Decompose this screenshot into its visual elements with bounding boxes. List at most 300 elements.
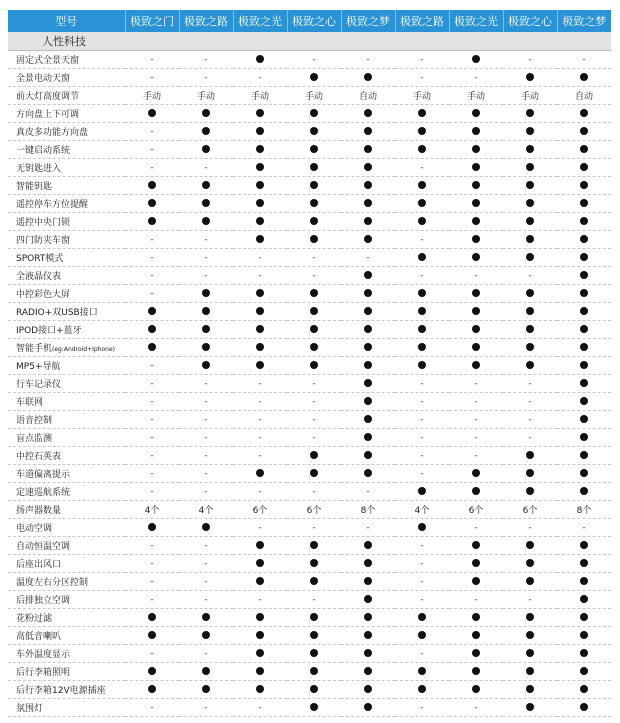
value-cell bbox=[557, 537, 611, 555]
standard-dot-icon bbox=[526, 127, 534, 135]
standard-dot-icon bbox=[202, 289, 210, 297]
not-available-dash: - bbox=[150, 468, 154, 479]
value-cell bbox=[395, 645, 449, 663]
value-cell bbox=[449, 537, 503, 555]
standard-dot-icon bbox=[526, 289, 534, 297]
standard-dot-icon bbox=[526, 253, 534, 261]
standard-dot-icon bbox=[202, 109, 210, 117]
value-cell bbox=[125, 411, 179, 429]
value-cell bbox=[125, 555, 179, 573]
table-row bbox=[8, 627, 611, 645]
header-trim: 极致之路 bbox=[179, 10, 233, 32]
value-cell bbox=[395, 393, 449, 411]
not-available-dash: - bbox=[204, 414, 208, 425]
not-available-dash: - bbox=[366, 54, 370, 65]
not-available-dash: - bbox=[150, 378, 154, 389]
feature-name: 车外温度显示 bbox=[16, 650, 71, 660]
value-cell bbox=[125, 429, 179, 447]
standard-dot-icon bbox=[310, 559, 318, 567]
value-cell bbox=[395, 375, 449, 393]
standard-dot-icon bbox=[364, 163, 372, 171]
standard-dot-icon bbox=[580, 145, 588, 153]
value-cell bbox=[125, 231, 179, 249]
not-available-dash: - bbox=[204, 540, 208, 551]
value-cell bbox=[503, 465, 557, 483]
value-cell bbox=[449, 303, 503, 321]
value-cell bbox=[287, 51, 341, 69]
value-cell bbox=[341, 339, 395, 357]
standard-dot-icon bbox=[580, 73, 588, 81]
standard-dot-icon bbox=[310, 181, 318, 189]
value-cell bbox=[233, 141, 287, 159]
standard-dot-icon bbox=[148, 181, 156, 189]
value-cell bbox=[125, 699, 179, 717]
not-available-dash: - bbox=[528, 396, 532, 407]
feature-name-note: (eg:Android+Iphone) bbox=[52, 346, 115, 353]
value-cell bbox=[341, 645, 395, 663]
value-cell bbox=[341, 681, 395, 699]
standard-dot-icon bbox=[202, 145, 210, 153]
value-cell bbox=[179, 321, 233, 339]
value-cell bbox=[449, 501, 503, 519]
standard-dot-icon bbox=[256, 181, 264, 189]
not-available-dash: - bbox=[150, 414, 154, 425]
value-cell bbox=[125, 123, 179, 141]
value-cell bbox=[287, 303, 341, 321]
value-cell bbox=[557, 681, 611, 699]
value-cell bbox=[449, 195, 503, 213]
not-available-dash: - bbox=[528, 522, 532, 533]
standard-dot-icon bbox=[364, 145, 372, 153]
standard-dot-icon bbox=[148, 667, 156, 675]
standard-dot-icon bbox=[364, 433, 372, 441]
standard-dot-icon bbox=[580, 541, 588, 549]
standard-dot-icon bbox=[526, 163, 534, 171]
value-cell bbox=[557, 483, 611, 501]
not-available-dash: - bbox=[204, 702, 208, 713]
value-cell bbox=[287, 699, 341, 717]
value-cell bbox=[287, 141, 341, 159]
value-cell bbox=[449, 141, 503, 159]
value-cell bbox=[449, 375, 503, 393]
feature-name-cell bbox=[8, 465, 125, 483]
feature-name-cell bbox=[8, 303, 125, 321]
standard-dot-icon bbox=[364, 667, 372, 675]
value-cell bbox=[179, 627, 233, 645]
feature-name-cell bbox=[8, 555, 125, 573]
header-row bbox=[8, 10, 611, 32]
table-row bbox=[8, 159, 611, 177]
value-cell bbox=[395, 699, 449, 717]
value-cell bbox=[233, 555, 287, 573]
feature-name-cell bbox=[8, 159, 125, 177]
standard-dot-icon bbox=[310, 343, 318, 351]
value-cell bbox=[233, 573, 287, 591]
value-cell bbox=[233, 267, 287, 285]
value-cell bbox=[503, 447, 557, 465]
value-cell bbox=[395, 627, 449, 645]
standard-dot-icon bbox=[310, 145, 318, 153]
standard-dot-icon bbox=[526, 199, 534, 207]
not-available-dash: - bbox=[420, 450, 424, 461]
not-available-dash: - bbox=[420, 648, 424, 659]
feature-name: 一键启动系统 bbox=[16, 146, 71, 156]
table-row bbox=[8, 591, 611, 609]
feature-name: 花粉过滤 bbox=[16, 614, 53, 624]
standard-dot-icon bbox=[256, 235, 264, 243]
value-cell bbox=[287, 663, 341, 681]
value-cell bbox=[341, 357, 395, 375]
value-cell bbox=[503, 51, 557, 69]
standard-dot-icon bbox=[526, 361, 534, 369]
value-cell bbox=[503, 411, 557, 429]
not-available-dash: - bbox=[258, 522, 262, 533]
standard-dot-icon bbox=[418, 613, 426, 621]
standard-dot-icon bbox=[472, 631, 480, 639]
value-cell bbox=[287, 285, 341, 303]
value-cell bbox=[449, 249, 503, 267]
value-cell bbox=[233, 231, 287, 249]
value-text: 手动 bbox=[412, 92, 431, 102]
feature-name: 智能钥匙 bbox=[16, 182, 53, 192]
standard-dot-icon bbox=[202, 361, 210, 369]
feature-name-cell bbox=[8, 375, 125, 393]
not-available-dash: - bbox=[204, 432, 208, 443]
value-cell bbox=[503, 555, 557, 573]
not-available-dash: - bbox=[582, 522, 586, 533]
value-cell bbox=[179, 645, 233, 663]
not-available-dash: - bbox=[150, 558, 154, 569]
value-cell bbox=[125, 159, 179, 177]
value-cell bbox=[179, 393, 233, 411]
value-cell bbox=[503, 645, 557, 663]
value-cell bbox=[503, 375, 557, 393]
value-cell bbox=[557, 141, 611, 159]
value-cell bbox=[395, 501, 449, 519]
value-cell bbox=[233, 375, 287, 393]
feature-name: 后行李箱12V电源插座 bbox=[16, 686, 106, 696]
value-cell bbox=[395, 177, 449, 195]
standard-dot-icon bbox=[526, 145, 534, 153]
standard-dot-icon bbox=[580, 181, 588, 189]
standard-dot-icon bbox=[418, 667, 426, 675]
table-row bbox=[8, 645, 611, 663]
feature-name-cell bbox=[8, 501, 125, 519]
header-model: 型号 bbox=[8, 10, 125, 32]
standard-dot-icon bbox=[148, 199, 156, 207]
standard-dot-icon bbox=[472, 199, 480, 207]
feature-name-cell bbox=[8, 267, 125, 285]
standard-dot-icon bbox=[526, 325, 534, 333]
not-available-dash: - bbox=[528, 54, 532, 65]
standard-dot-icon bbox=[256, 325, 264, 333]
section-row bbox=[8, 32, 611, 51]
standard-dot-icon bbox=[256, 109, 264, 117]
value-cell bbox=[449, 177, 503, 195]
value-cell bbox=[449, 285, 503, 303]
value-cell bbox=[179, 285, 233, 303]
value-cell bbox=[341, 285, 395, 303]
standard-dot-icon bbox=[364, 469, 372, 477]
value-cell bbox=[341, 177, 395, 195]
standard-dot-icon bbox=[202, 127, 210, 135]
standard-dot-icon bbox=[526, 613, 534, 621]
value-cell bbox=[395, 609, 449, 627]
standard-dot-icon bbox=[202, 613, 210, 621]
value-cell bbox=[395, 51, 449, 69]
value-cell bbox=[449, 663, 503, 681]
value-cell bbox=[557, 573, 611, 591]
value-cell bbox=[341, 321, 395, 339]
not-available-dash: - bbox=[150, 54, 154, 65]
value-text: 8个 bbox=[576, 506, 592, 516]
value-cell bbox=[449, 573, 503, 591]
standard-dot-icon bbox=[148, 307, 156, 315]
not-available-dash: - bbox=[150, 126, 154, 137]
feature-name: 行车记录仪 bbox=[16, 380, 62, 390]
value-cell bbox=[287, 555, 341, 573]
standard-dot-icon bbox=[310, 703, 318, 711]
not-available-dash: - bbox=[420, 396, 424, 407]
feature-name: 扬声器数量 bbox=[16, 506, 62, 516]
standard-dot-icon bbox=[256, 163, 264, 171]
feature-name: 自动恒温空调 bbox=[16, 542, 71, 552]
feature-name: 后排独立空调 bbox=[16, 596, 71, 606]
standard-dot-icon bbox=[418, 487, 426, 495]
value-cell bbox=[395, 555, 449, 573]
standard-dot-icon bbox=[364, 307, 372, 315]
feature-name-cell bbox=[8, 321, 125, 339]
standard-dot-icon bbox=[364, 577, 372, 585]
table-row bbox=[8, 393, 611, 411]
not-available-dash: - bbox=[474, 432, 478, 443]
header-trim: 极致之心 bbox=[503, 10, 557, 32]
value-text: 4个 bbox=[198, 506, 214, 516]
table-row bbox=[8, 285, 611, 303]
value-cell bbox=[233, 159, 287, 177]
not-available-dash: - bbox=[204, 486, 208, 497]
value-cell bbox=[179, 249, 233, 267]
value-cell bbox=[557, 501, 611, 519]
standard-dot-icon bbox=[580, 271, 588, 279]
feature-name-cell bbox=[8, 699, 125, 717]
not-available-dash: - bbox=[258, 594, 262, 605]
standard-dot-icon bbox=[472, 469, 480, 477]
standard-dot-icon bbox=[580, 415, 588, 423]
value-cell bbox=[287, 213, 341, 231]
feature-name-cell bbox=[8, 591, 125, 609]
value-cell bbox=[503, 699, 557, 717]
value-cell bbox=[557, 213, 611, 231]
standard-dot-icon bbox=[472, 127, 480, 135]
value-text: 4个 bbox=[414, 506, 430, 516]
feature-name-cell bbox=[8, 447, 125, 465]
feature-name: 车道偏离提示 bbox=[16, 470, 71, 480]
standard-dot-icon bbox=[526, 109, 534, 117]
value-cell bbox=[179, 501, 233, 519]
value-cell bbox=[179, 51, 233, 69]
value-cell bbox=[287, 483, 341, 501]
standard-dot-icon bbox=[202, 181, 210, 189]
value-cell bbox=[503, 249, 557, 267]
value-cell bbox=[557, 555, 611, 573]
not-available-dash: - bbox=[366, 252, 370, 263]
not-available-dash: - bbox=[204, 450, 208, 461]
value-cell bbox=[341, 609, 395, 627]
value-text: 6个 bbox=[522, 506, 538, 516]
value-cell bbox=[287, 267, 341, 285]
value-cell bbox=[395, 591, 449, 609]
value-cell bbox=[557, 447, 611, 465]
not-available-dash: - bbox=[204, 594, 208, 605]
standard-dot-icon bbox=[310, 613, 318, 621]
standard-dot-icon bbox=[580, 253, 588, 261]
value-cell bbox=[503, 321, 557, 339]
value-cell bbox=[287, 375, 341, 393]
value-cell bbox=[341, 555, 395, 573]
standard-dot-icon bbox=[310, 307, 318, 315]
value-cell bbox=[341, 501, 395, 519]
standard-dot-icon bbox=[256, 361, 264, 369]
standard-dot-icon bbox=[472, 541, 480, 549]
not-available-dash: - bbox=[204, 576, 208, 587]
feature-name: 语音控制 bbox=[16, 416, 53, 426]
standard-dot-icon bbox=[364, 73, 372, 81]
value-cell bbox=[125, 105, 179, 123]
value-cell bbox=[179, 447, 233, 465]
value-cell bbox=[395, 429, 449, 447]
value-cell bbox=[233, 123, 287, 141]
feature-name-cell bbox=[8, 231, 125, 249]
value-cell bbox=[233, 465, 287, 483]
header-trim: 极致之路 bbox=[395, 10, 449, 32]
feature-name: 温度左右分区控制 bbox=[16, 578, 89, 588]
table-row bbox=[8, 555, 611, 573]
value-cell bbox=[233, 411, 287, 429]
value-cell bbox=[233, 681, 287, 699]
value-text: 手动 bbox=[466, 92, 485, 102]
feature-name-cell bbox=[8, 123, 125, 141]
value-cell bbox=[233, 87, 287, 105]
standard-dot-icon bbox=[256, 469, 264, 477]
table-row bbox=[8, 573, 611, 591]
table-row bbox=[8, 465, 611, 483]
standard-dot-icon bbox=[256, 199, 264, 207]
value-cell bbox=[233, 663, 287, 681]
value-cell bbox=[557, 177, 611, 195]
standard-dot-icon bbox=[472, 613, 480, 621]
value-cell bbox=[503, 141, 557, 159]
value-cell bbox=[341, 483, 395, 501]
value-cell bbox=[341, 267, 395, 285]
standard-dot-icon bbox=[310, 667, 318, 675]
value-cell bbox=[395, 519, 449, 537]
not-available-dash: - bbox=[474, 396, 478, 407]
value-text: 手动 bbox=[250, 92, 269, 102]
feature-name: 车联网 bbox=[16, 398, 44, 408]
table-row bbox=[8, 519, 611, 537]
standard-dot-icon bbox=[310, 685, 318, 693]
value-cell bbox=[233, 519, 287, 537]
not-available-dash: - bbox=[528, 432, 532, 443]
value-cell bbox=[179, 411, 233, 429]
value-cell bbox=[503, 105, 557, 123]
standard-dot-icon bbox=[202, 631, 210, 639]
table-row bbox=[8, 537, 611, 555]
standard-dot-icon bbox=[310, 109, 318, 117]
value-cell bbox=[287, 195, 341, 213]
standard-dot-icon bbox=[256, 127, 264, 135]
standard-dot-icon bbox=[256, 559, 264, 567]
standard-dot-icon bbox=[310, 289, 318, 297]
value-cell bbox=[395, 321, 449, 339]
feature-name-cell bbox=[8, 681, 125, 699]
not-available-dash: - bbox=[150, 288, 154, 299]
table-row bbox=[8, 213, 611, 231]
not-available-dash: - bbox=[150, 576, 154, 587]
value-cell bbox=[179, 429, 233, 447]
standard-dot-icon bbox=[364, 415, 372, 423]
value-cell bbox=[341, 231, 395, 249]
not-available-dash: - bbox=[150, 162, 154, 173]
value-cell bbox=[557, 87, 611, 105]
table-row bbox=[8, 249, 611, 267]
standard-dot-icon bbox=[256, 145, 264, 153]
table-row bbox=[8, 699, 611, 717]
standard-dot-icon bbox=[310, 325, 318, 333]
not-available-dash: - bbox=[258, 252, 262, 263]
value-cell bbox=[341, 123, 395, 141]
not-available-dash: - bbox=[474, 270, 478, 281]
feature-name-cell bbox=[8, 645, 125, 663]
value-cell bbox=[449, 519, 503, 537]
standard-dot-icon bbox=[202, 685, 210, 693]
value-cell bbox=[287, 447, 341, 465]
feature-name-cell bbox=[8, 537, 125, 555]
value-cell bbox=[233, 501, 287, 519]
value-cell bbox=[395, 267, 449, 285]
not-available-dash: - bbox=[204, 72, 208, 83]
value-cell bbox=[233, 429, 287, 447]
standard-dot-icon bbox=[580, 487, 588, 495]
value-cell bbox=[503, 663, 557, 681]
table-row bbox=[8, 429, 611, 447]
value-cell bbox=[233, 105, 287, 123]
value-cell bbox=[125, 501, 179, 519]
not-available-dash: - bbox=[420, 558, 424, 569]
not-available-dash: - bbox=[258, 72, 262, 83]
standard-dot-icon bbox=[472, 55, 480, 63]
standard-dot-icon bbox=[418, 361, 426, 369]
standard-dot-icon bbox=[364, 397, 372, 405]
value-cell bbox=[449, 339, 503, 357]
standard-dot-icon bbox=[310, 163, 318, 171]
feature-name-cell bbox=[8, 51, 125, 69]
value-cell bbox=[503, 429, 557, 447]
value-cell bbox=[503, 213, 557, 231]
standard-dot-icon bbox=[418, 289, 426, 297]
not-available-dash: - bbox=[312, 432, 316, 443]
value-cell bbox=[557, 465, 611, 483]
value-cell bbox=[449, 429, 503, 447]
feature-name: 电动空调 bbox=[16, 524, 53, 534]
standard-dot-icon bbox=[472, 163, 480, 171]
value-cell bbox=[449, 591, 503, 609]
value-cell bbox=[395, 159, 449, 177]
value-cell bbox=[287, 465, 341, 483]
value-cell bbox=[179, 609, 233, 627]
value-cell bbox=[395, 339, 449, 357]
